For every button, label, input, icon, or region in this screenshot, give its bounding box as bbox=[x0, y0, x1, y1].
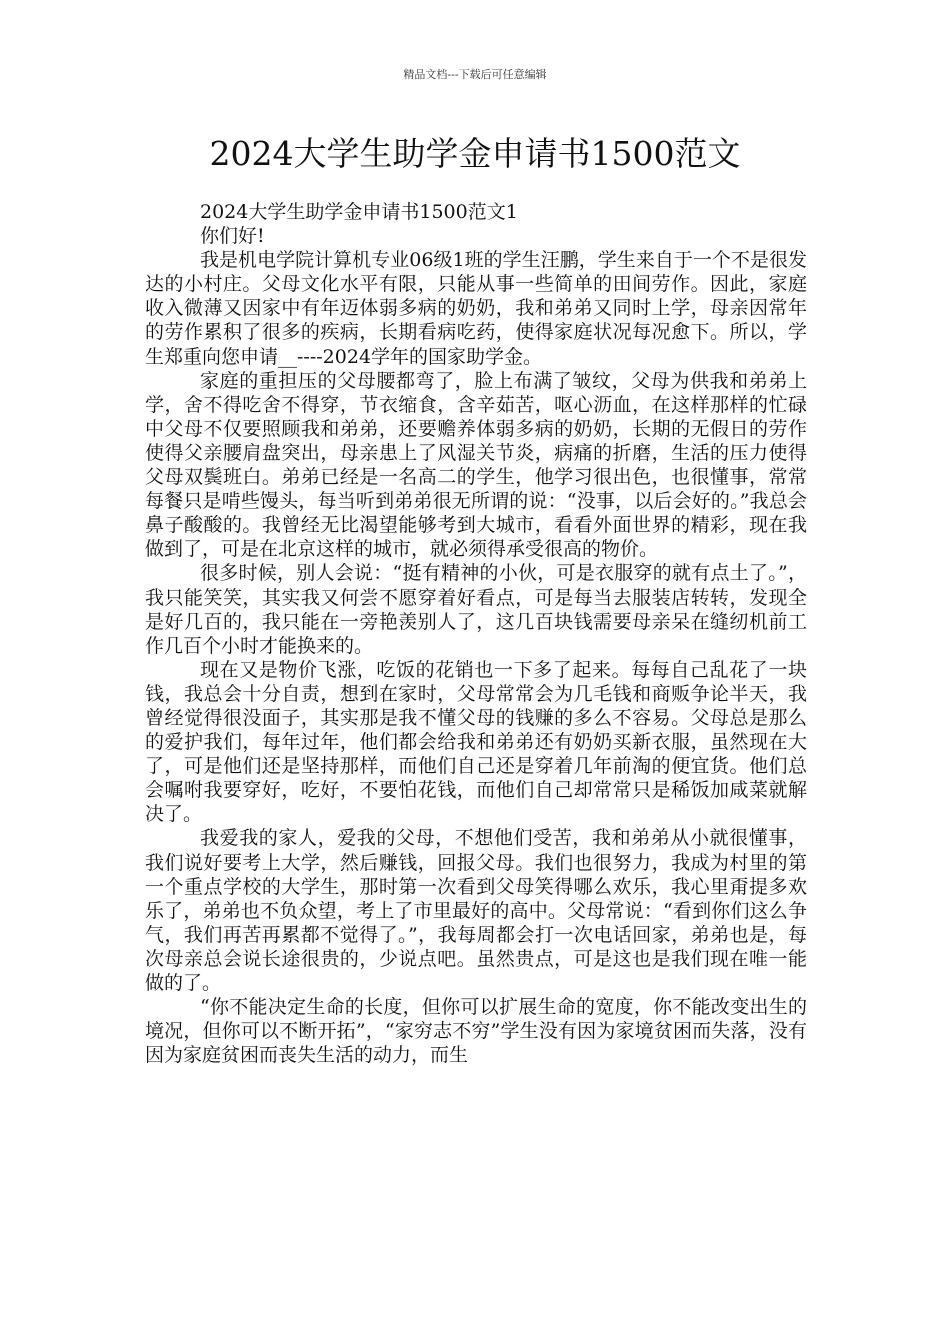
document-body bbox=[145, 200, 807, 1067]
body-paragraph-4: 现在又是物价飞涨，吃饭的花销也一下多了起来。每每自己乱花了一块钱，我总会十分自责，想到在家时，父母常常会为几毛钱和商贩争论半天，我曾经觉得很没面子，其实那是我不懂父母的钱赚的多么不容易。父母总是那么的爱护我们，每年过年，他们都会给我和弟弟还有奶奶买新衣服，虽然现在大了，可是他们还是坚持那样，而他们自己还是穿着几年前淘的便宜货。他们总会嘱咐我要穿好，吃好，不要怕花钱，而他们自己却常常只是稀饭加咸菜就解决了。 bbox=[145, 658, 807, 826]
body-paragraph-3: 很多时候，别人会说：“挺有精神的小伙，可是衣服穿的就有点土了。”，我只能笑笑，其实我又何尝不愿穿着好看点，可是每当去服装店转转，发现全是好几百的，我只能在一旁艳羡别人了，这几百块钱需要母亲呆在缝纫机前工作几百个小时才能换来的。 bbox=[145, 562, 807, 657]
body-paragraph-6: “你不能决定生命的长度，但你可以扩展生命的宽度，你不能改变出生的境况，但你可以不断开拓”，“家穷志不穷”学生没有因为家境贫困而失落，没有因为家庭贫困而丧失生活的动力，而生 bbox=[145, 996, 807, 1067]
document-title: 2024大学生助学金申请书1500范文 bbox=[209, 134, 741, 173]
body-paragraph-1: 我是机电学院计算机专业06级1班的学生汪鹏，学生来自于一个不是很发达的小村庄。父母文化水平有限，只能从事一些简单的田间劳作。因此，家庭收入微薄又因家中有年迈体弱多病的奶奶，我和弟弟又同时上学，母亲因常年的劳作累积了很多的疾病，长期看病吃药，使得家庭状况每况愈下。所以，学生郑重向您申请__----2024学年的国家助学金。 bbox=[145, 249, 807, 368]
document-subtitle: 2024大学生助学金申请书1500范文1 bbox=[200, 201, 518, 223]
body-paragraph-2: 家庭的重担压的父母腰都弯了，脸上布满了皱纹，父母为供我和弟弟上学，舍不得吃舍不得穿，节衣缩食，含辛茹苦，呕心沥血，在这样那样的忙碌中父母不仅要照顾我和弟弟，还要赡养体弱多病的奶奶，长期的无假日的劳作使得父亲腰肩盘突出，母亲患上了风湿关节炎，病痛的折磨，生活的压力使得父母双鬓班白。弟弟已经是一名高二的学生，他学习很出色，也很懂事，常常每餐只是啃些馒头，每当听到弟弟很无所谓的说：“没事，以后会好的。”我总会鼻子酸酸的。我曾经无比渴望能够考到大城市，看看外面世界的精彩，现在我做到了，可是在北京这样的城市，就必须得承受很高的物价。 bbox=[145, 369, 807, 561]
body-paragraph-5: 我爱我的家人，爱我的父母，不想他们受苦，我和弟弟从小就很懂事，我们说好要考上大学，然后赚钱，回报父母。我们也很努力，我成为村里的第一个重点学校的大学生，那时第一次看到父母笑得哪么欢乐，我心里甭提多欢乐了，弟弟也不负众望，考上了市里最好的高中。父母常说：“看到你们这么争气，我们再苦再累都不觉得了。”，我每周都会打一次电话回家，弟弟也是，每次母亲总会说长途很贵的，少说点吧。虽然贵点，可是这也是我们现在唯一能做的了。 bbox=[145, 827, 807, 994]
greeting-line: 你们好! bbox=[200, 225, 265, 248]
page-header-note: 精品文档---下载后可任意编辑 bbox=[403, 68, 547, 81]
